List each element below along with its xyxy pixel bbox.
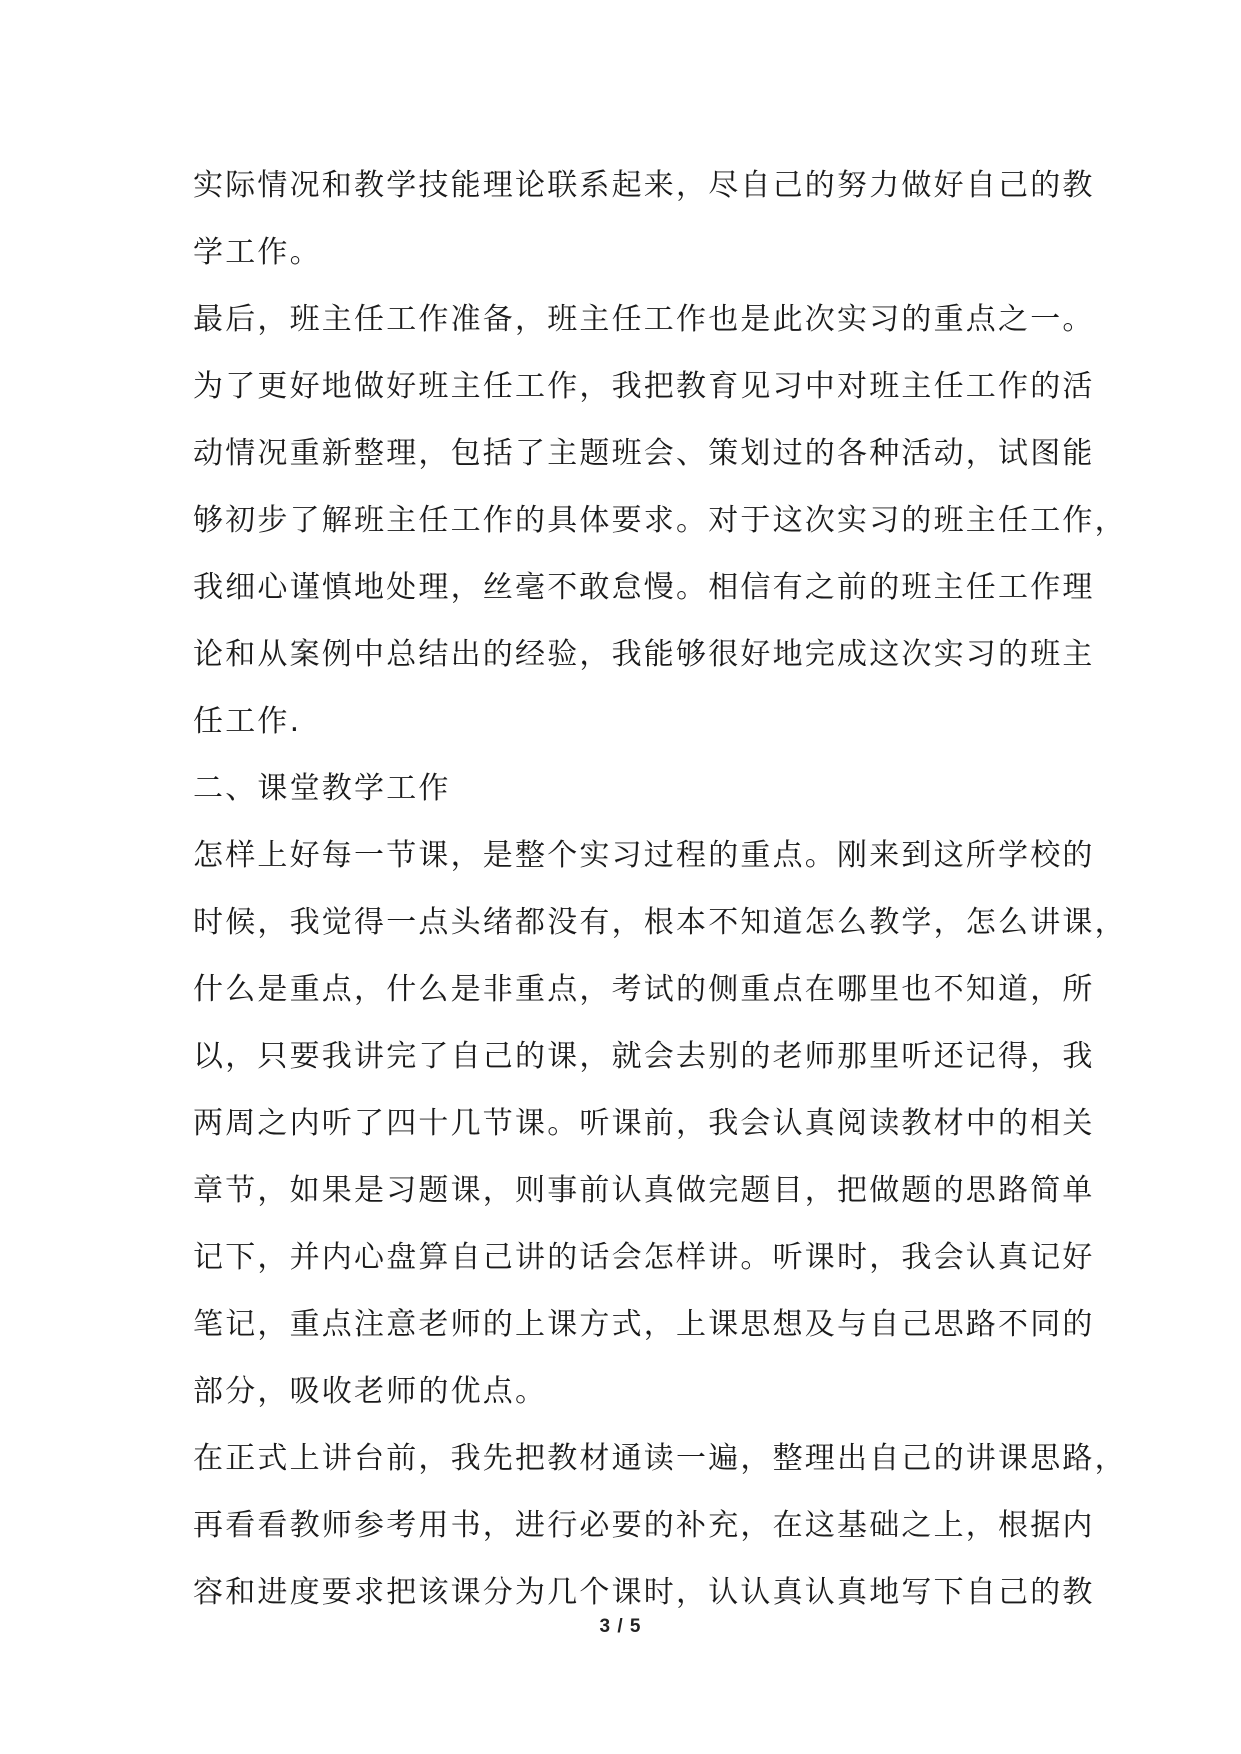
text-line: 任工作. [193,704,302,739]
text-line: 动情况重新整理，包括了主题班会、策划过的各种活动，试图能 [193,436,1095,471]
text-line: 章节，如果是习题课，则事前认真做完题目，把做题的思路简单 [193,1173,1095,1208]
text-line: 部分，吸收老师的优点。 [193,1374,548,1409]
text-line: 容和进度要求把该课分为几个课时，认认真认真地写下自己的教 [193,1575,1095,1610]
text-line: 我细心谨慎地处理，丝毫不敢怠慢。相信有之前的班主任工作理 [193,570,1095,605]
text-line: 再看看教师参考用书，进行必要的补充，在这基础之上，根据内 [193,1508,1095,1543]
text-line: 什么是重点，什么是非重点，考试的侧重点在哪里也不知道，所 [193,972,1095,1007]
text-line: 实际情况和教学技能理论联系起来，尽自己的努力做好自己的教 [193,168,1095,203]
text-line: 怎样上好每一节课，是整个实习过程的重点。刚来到这所学校的 [193,838,1095,873]
text-line: 以，只要我讲完了自己的课，就会去别的老师那里听还记得，我 [193,1039,1095,1074]
text-line: 学工作。 [193,235,322,270]
text-line: 最后，班主任工作准备，班主任工作也是此次实习的重点之一。 [193,302,1095,337]
text-line: 在正式上讲台前，我先把教材通读一遍，整理出自己的讲课思路， [193,1441,1127,1476]
section-heading: 二、课堂教学工作 [193,771,451,806]
text-line: 时候，我觉得一点头绪都没有，根本不知道怎么教学，怎么讲课， [193,905,1127,940]
text-line: 够初步了解班主任工作的具体要求。对于这次实习的班主任工作， [193,503,1127,538]
text-line: 记下，并内心盘算自己讲的话会怎样讲。听课时，我会认真记好 [193,1240,1095,1275]
text-line: 两周之内听了四十几节课。听课前，我会认真阅读教材中的相关 [193,1106,1095,1141]
document-body [193,152,1127,1626]
text-line: 论和从案例中总结出的经验，我能够很好地完成这次实习的班主 [193,637,1095,672]
text-line: 笔记，重点注意老师的上课方式，上课思想及与自己思路不同的 [193,1307,1095,1342]
page-number: 3 / 5 [599,1616,642,1637]
text-line: 为了更好地做好班主任工作，我把教育见习中对班主任工作的活 [193,369,1095,404]
